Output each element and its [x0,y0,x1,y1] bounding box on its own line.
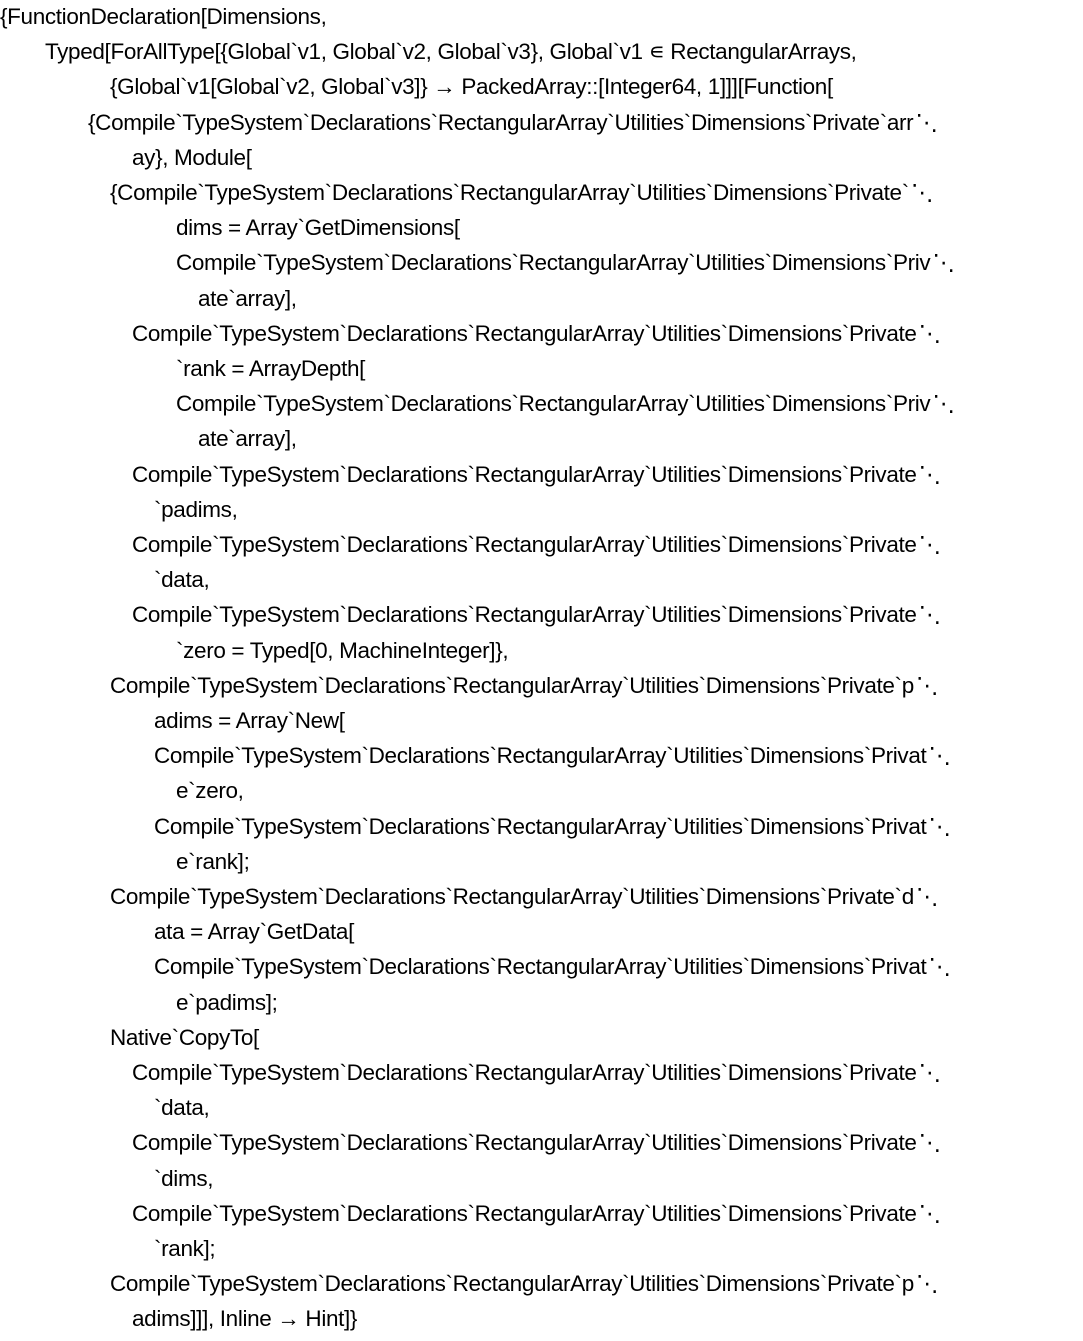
code-line [176,213,460,243]
code-line-text: e`padims]; [176,989,278,1015]
code-line [154,1164,213,1194]
code-line-wrapped [88,108,938,138]
code-line-wrapped [132,1128,942,1158]
code-line [132,1304,357,1334]
code-line-text: Compile`TypeSystem`Declarations`RectangularArray`Utilities`Dimensions`Private`d [110,884,914,909]
line-continuation-icon: ⋱ [928,954,951,980]
code-line-text: Compile`TypeSystem`Declarations`RectangularArray`Utilities`Dimensions`Private [132,532,917,557]
line-continuation-icon: ⋱ [918,320,942,346]
code-line [110,72,833,102]
code-line-wrapped [132,1058,942,1088]
code-line-text: e`zero, [176,778,244,804]
code-line [176,354,365,384]
code-line-text: `data, [154,567,210,593]
code-line [45,37,857,67]
code-line-text: e`rank]; [176,848,250,874]
code-line [154,1093,209,1123]
code-line-wrapped [132,600,942,630]
code-line-text: Compile`TypeSystem`Declarations`RectangularArray`Utilities`Dimensions`Private [132,461,917,487]
code-line-text: `dims, [154,1165,214,1191]
code-line-wrapped [154,812,951,842]
code-line-wrapped [132,1199,942,1229]
line-continuation-icon: ⋱ [915,672,939,698]
code-line-text: Compile`TypeSystem`Declarations`RectangularArray`Utilities`Dimensions`Private [132,1130,917,1156]
code-line-text: ate`array], [198,426,297,452]
line-continuation-icon: ⋱ [928,743,951,769]
code-line [154,1234,215,1264]
line-continuation-icon: ⋱ [910,180,934,205]
code-line-text: Compile`TypeSystem`Declarations`RectangularArray`Utilities`Dimensions`Private [132,1200,917,1226]
code-line-text: Compile`TypeSystem`Declarations`RectangularArray`Utilities`Dimensions`Private [132,1060,917,1085]
code-line [132,143,252,173]
line-continuation-icon: ⋱ [918,461,942,487]
line-continuation-icon: ⋱ [928,813,951,839]
code-line-wrapped [110,882,939,912]
code-line-text: Compile`TypeSystem`Declarations`RectangularArray`Utilities`Dimensions`Private [132,602,917,628]
code-line-text: ata = Array`GetData[ [154,919,354,945]
code-line-text: Compile`TypeSystem`Declarations`RectangularArray`Utilities`Dimensions`Privat [154,954,927,980]
code-line-text: Compile`TypeSystem`Declarations`RectangularArray`Utilities`Dimensions`Private [132,320,917,346]
code-line [154,565,209,595]
code-line-wrapped [110,178,934,208]
code-line-wrapped [132,530,942,560]
line-continuation-icon: ⋱ [918,532,942,557]
code-line-text: adims]]], Inline → Hint]} [132,1306,358,1332]
line-continuation-icon: ⋱ [918,1130,942,1156]
code-line-text: dims = Array`GetDimensions[ [176,215,460,241]
code-line-text: adims = Array`New[ [154,708,345,733]
line-continuation-icon: ⋱ [915,1271,939,1297]
code-line-text: `data, [154,1095,210,1121]
code-line-text: ate`array], [198,285,297,311]
code-line-wrapped [110,671,939,701]
line-continuation-icon: ⋱ [915,109,938,135]
code-line-wrapped [132,460,942,490]
code-line-text: Compile`TypeSystem`Declarations`RectangularArray`Utilities`Dimensions`Private`p [110,672,914,698]
code-line [198,424,297,454]
code-line-text: {Compile`TypeSystem`Declarations`RectangularArray`Utilities`Dimensions`Private` [110,180,909,205]
code-line [154,706,345,736]
code-line-text: {FunctionDeclaration[Dimensions, [0,4,327,29]
line-continuation-icon: ⋱ [932,391,955,417]
code-line-wrapped [176,389,955,419]
line-continuation-icon: ⋱ [915,884,939,909]
code-line [154,495,237,525]
code-line [198,284,297,314]
code-line-text: `padims, [154,496,238,522]
line-continuation-icon: ⋱ [932,250,955,276]
code-line-text: `rank]; [154,1236,216,1261]
code-line-text: Compile`TypeSystem`Declarations`RectangularArray`Utilities`Dimensions`Privat [154,813,927,839]
line-continuation-icon: ⋱ [918,602,942,628]
code-line-wrapped [154,741,951,771]
code-line [176,636,508,666]
code-line [176,776,244,806]
code-line-wrapped [154,952,951,982]
line-continuation-icon: ⋱ [918,1060,942,1085]
code-line [176,988,278,1018]
line-continuation-icon: ⋱ [918,1200,942,1226]
code-line-text: `rank = ArrayDepth[ [176,356,366,381]
code-line [0,2,326,32]
code-line-wrapped [132,319,942,349]
code-line-text: Typed[ForAllType[{Global`v1, Global`v2, Global`v3}, Global`v1 ∊ RectangularArrays, [45,39,857,65]
code-line-text: Compile`TypeSystem`Declarations`RectangularArray`Utilities`Dimensions`Private`p [110,1271,914,1297]
code-line-text: {Compile`TypeSystem`Declarations`RectangularArray`Utilities`Dimensions`Private`arr [88,109,914,135]
code-line-text: Native`CopyTo[ [110,1024,259,1050]
code-line-text: {Global`v1[Global`v2, Global`v3]} → PackedArray::[Integer64, 1]]][Function[ [110,74,833,100]
code-line-text: `zero = Typed[0, MachineInteger]}, [176,637,509,663]
code-line [110,1023,259,1053]
code-line [176,847,249,877]
code-line-text: ay}, Module[ [132,144,252,170]
code-line [154,917,354,947]
code-line-text: Compile`TypeSystem`Declarations`RectangularArray`Utilities`Dimensions`Privat [154,743,927,769]
code-line-text: Compile`TypeSystem`Declarations`RectangularArray`Utilities`Dimensions`Priv [176,391,931,417]
code-line-wrapped [110,1269,939,1299]
code-line-text: Compile`TypeSystem`Declarations`RectangularArray`Utilities`Dimensions`Priv [176,250,931,276]
code-line-wrapped [176,248,955,278]
